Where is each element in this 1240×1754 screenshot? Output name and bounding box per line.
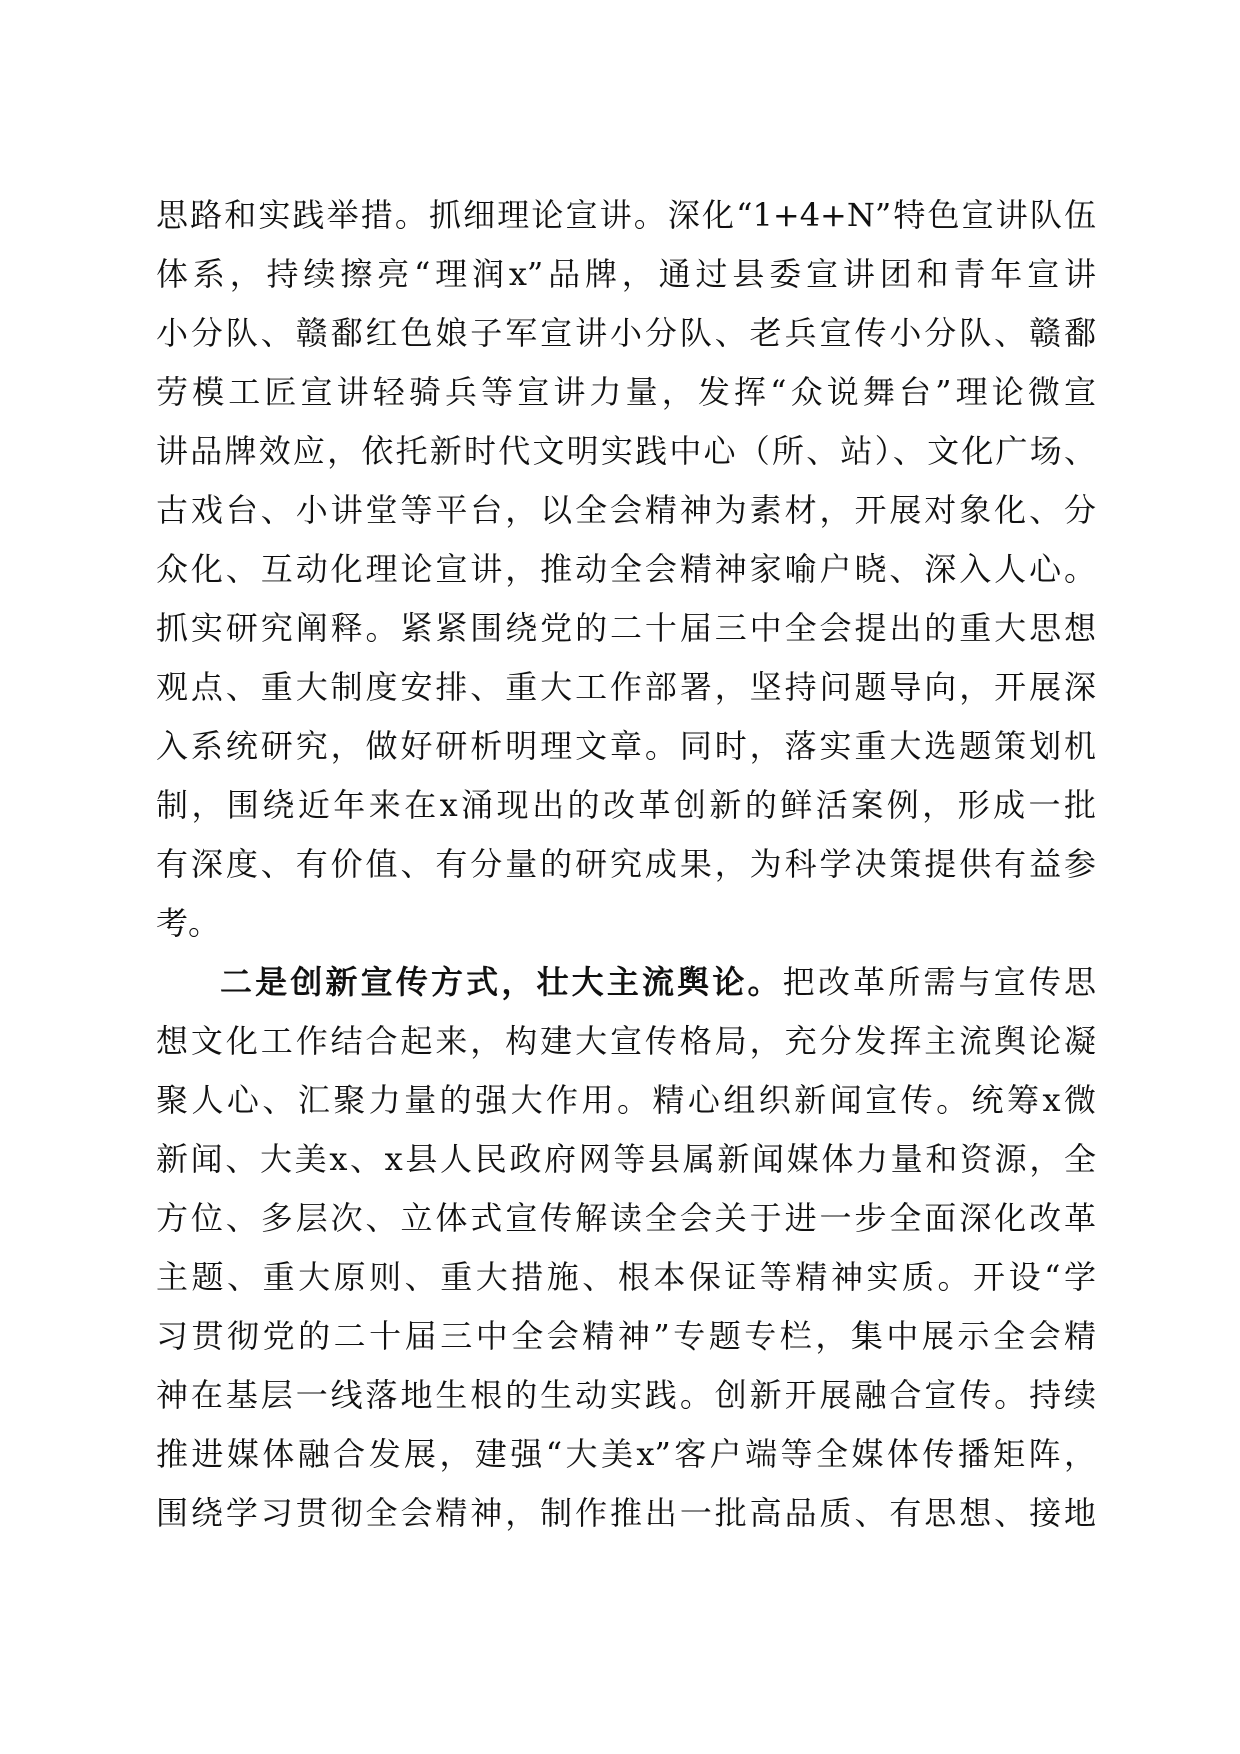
text-line: 主题、重大原则、重大措施、根本保证等精神实质。开设“学 bbox=[156, 1258, 1096, 1296]
text-line: 思路和实践举措。抓细理论宣讲。深化“1+4+N”特色宣讲队伍 bbox=[156, 196, 1096, 234]
text-line: 考。 bbox=[156, 904, 221, 942]
text-line: 制，围绕近年来在x涌现出的改革创新的鲜活案例，形成一批 bbox=[156, 786, 1096, 824]
text-line: 推进媒体融合发展，建强“大美x”客户端等全媒体传播矩阵， bbox=[156, 1435, 1096, 1473]
text-line: 新闻、大美x、x县人民政府网等县属新闻媒体力量和资源，全 bbox=[156, 1140, 1096, 1178]
section-heading: 二是创新宣传方式，壮大主流舆论。 bbox=[220, 963, 783, 1001]
text-line: 围绕学习贯彻全会精神，制作推出一批高品质、有思想、接地 bbox=[156, 1494, 1096, 1532]
text-line: 有深度、有价值、有分量的研究成果，为科学决策提供有益参 bbox=[156, 845, 1096, 883]
text-line: 神在基层一线落地生根的生动实践。创新开展融合宣传。持续 bbox=[156, 1376, 1096, 1414]
text-line: 方位、多层次、立体式宣传解读全会关于进一步全面深化改革 bbox=[156, 1199, 1096, 1237]
text-line: 体系，持续擦亮“理润x”品牌，通过县委宣讲团和青年宣讲 bbox=[156, 255, 1096, 293]
text-line: 抓实研究阐释。紧紧围绕党的二十届三中全会提出的重大思想 bbox=[156, 609, 1096, 647]
text-line: 聚人心、汇聚力量的强大作用。精心组织新闻宣传。统筹x微 bbox=[156, 1081, 1096, 1119]
text-line: 小分队、赣鄱红色娘子军宣讲小分队、老兵宣传小分队、赣鄱 bbox=[156, 314, 1096, 352]
paragraph-1 bbox=[156, 186, 1096, 953]
text-line bbox=[156, 953, 1096, 1012]
text-run: 把改革所需与宣传思 bbox=[782, 963, 1096, 1001]
document-body bbox=[156, 186, 1096, 1543]
text-line: 众化、互动化理论宣讲，推动全会精神家喻户晓、深入人心。 bbox=[156, 550, 1096, 588]
text-line: 想文化工作结合起来，构建大宣传格局，充分发挥主流舆论凝 bbox=[156, 1022, 1096, 1060]
text-line: 观点、重大制度安排、重大工作部署，坚持问题导向，开展深 bbox=[156, 668, 1096, 706]
paragraph-2 bbox=[156, 953, 1096, 1543]
text-line: 讲品牌效应，依托新时代文明实践中心（所、站）、文化广场、 bbox=[156, 432, 1096, 470]
text-line: 入系统研究，做好研析明理文章。同时，落实重大选题策划机 bbox=[156, 727, 1096, 765]
text-line: 劳模工匠宣讲轻骑兵等宣讲力量，发挥“众说舞台”理论微宣 bbox=[156, 373, 1096, 411]
text-line: 习贯彻党的二十届三中全会精神”专题专栏，集中展示全会精 bbox=[156, 1317, 1096, 1355]
text-line: 古戏台、小讲堂等平台，以全会精神为素材，开展对象化、分 bbox=[156, 491, 1096, 529]
